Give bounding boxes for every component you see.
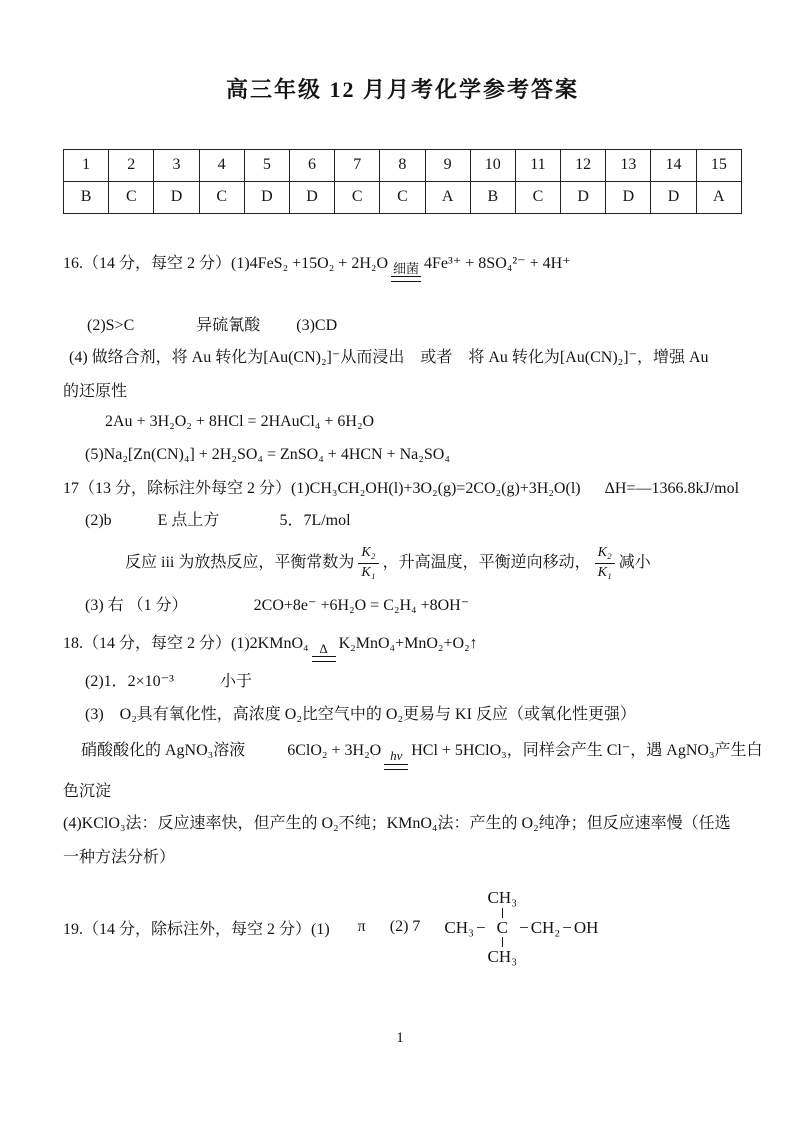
q17-heading-line xyxy=(63,477,742,501)
fraction-denominator: K₁ xyxy=(597,565,612,581)
q17-answer2-line xyxy=(85,509,742,533)
answer-table xyxy=(63,149,742,214)
horizontal-bond: − xyxy=(475,917,486,937)
q18-answer4-text2: 一种方法分析） xyxy=(63,849,176,867)
question-number-cell: 1 xyxy=(64,149,109,181)
answer-letter-cell: C xyxy=(380,181,425,213)
q16-answer5-line xyxy=(85,443,742,467)
question-number-cell: 9 xyxy=(425,149,470,181)
q16-answer2-text: 异硫氰酸 xyxy=(196,317,261,335)
q17-heading-equation: 17（13 分，除标注外每空 2 分）(1)CH₃CH₂OH(l)+3O₂(g)=2CO₂(g)+3H₂O(l) xyxy=(63,480,581,498)
reaction-condition-light xyxy=(384,749,408,770)
q16-answer5-equation: (5)Na₂[Zn(CN)₄] + 2H₂SO₄ = ZnSO₄ + 4HCN + Na₂SO₄ xyxy=(85,446,450,464)
q17-frac-post-text: 减小 xyxy=(618,554,651,572)
answer-letter-cell: D xyxy=(154,181,199,213)
fraction-numerator: K₂ xyxy=(595,545,615,564)
q18-answer3b-eq-left: 6ClO₂ + 3H₂O xyxy=(287,742,382,760)
q18-answer4-line2 xyxy=(63,846,742,870)
q16-heading: 16.（14 分，每空 2 分）(1) xyxy=(63,254,250,272)
q16-answer4-text: (4) 做络合剂，将 Au 转化为[Au(CN)₂]⁻从而浸出 或者 将 Au 转化为[Au(CN)₂]⁻，增强 Au xyxy=(69,349,709,367)
question-number-cell: 8 xyxy=(380,149,425,181)
q18-answer3-text: (3) O₂具有氧化性，高浓度 O₂比空气中的 O₂更易与 KI 反应（或氧化性更强） xyxy=(85,706,636,724)
q18-heading-line xyxy=(63,632,742,663)
fraction-numerator: K₂ xyxy=(358,545,378,564)
q18-answer3b-eq-right: HCl + 5HClO₃，同样会产生 Cl⁻，遇 AgNO₃产生白 xyxy=(411,742,763,760)
q18-answer4-line1 xyxy=(63,812,742,836)
q17-answer3-label: (3) 右 （1 分） xyxy=(85,596,188,614)
equilibrium-constant-fraction xyxy=(358,545,378,582)
methyl-group-left: CH₃ xyxy=(444,917,474,937)
q18-answer2-text: 小于 xyxy=(219,673,252,691)
double-equals-line xyxy=(384,764,408,770)
molecule-structure-neopentanol xyxy=(444,888,598,967)
question-number-row xyxy=(64,149,742,181)
central-carbon: C xyxy=(496,917,508,937)
answer-letter-cell: C xyxy=(199,181,244,213)
condition-label: hv xyxy=(390,748,403,764)
answer-letter-cell: C xyxy=(515,181,560,213)
q18-heading-equation-left: 18.（14 分，每空 2 分）(1)2KMnO₄ xyxy=(63,634,309,652)
answer-letter-cell: A xyxy=(696,181,741,213)
q19-answer1-pi: π xyxy=(357,918,366,936)
q16-heading-equation-line xyxy=(63,252,742,283)
q19-heading: 19.（14 分，除标注外，每空 2 分）(1) xyxy=(63,920,330,938)
question-number-cell: 11 xyxy=(515,149,560,181)
question-number-cell: 12 xyxy=(561,149,606,181)
double-equals-line xyxy=(391,276,421,282)
answer-letter-cell: C xyxy=(335,181,380,213)
answer-letter-cell: A xyxy=(425,181,470,213)
methylene-group: CH₂ xyxy=(530,917,561,937)
q19-answer2: (2) 7 xyxy=(389,918,421,936)
methyl-group-bottom: CH₃ xyxy=(487,947,518,967)
q17-frac-mid-text: ，升高温度，平衡逆向移动， xyxy=(382,554,591,572)
equilibrium-constant-fraction xyxy=(595,545,615,582)
q17-answer3-equation: 2CO+8e⁻ +6H₂O = C₂H₄ +8OH⁻ xyxy=(253,596,470,614)
reaction-condition-bacteria xyxy=(391,262,421,283)
q16-answer4-equation: 2Au + 3H₂O₂ + 8HCl = 2HAuCl₄ + 6H₂O xyxy=(105,413,375,431)
q18-answer3b-text2: 色沉淀 xyxy=(63,783,112,801)
q16-eq1-left: 4FeS₂ +15O₂ + 2H₂O xyxy=(249,254,389,272)
q16-answer2-line xyxy=(87,314,742,338)
answer-letter-row xyxy=(64,181,742,213)
question-number-cell: 5 xyxy=(244,149,289,181)
q17-equilibrium-explanation-line xyxy=(125,545,742,582)
q17-answer3-line xyxy=(85,594,742,618)
methyl-group-top: CH₃ xyxy=(487,888,518,908)
condition-label: 细菌 xyxy=(393,260,420,276)
fraction-denominator: K₁ xyxy=(361,565,376,581)
question-number-cell: 13 xyxy=(606,149,651,181)
page-title: 高三年级 12 月月考化学参考答案 xyxy=(225,77,579,102)
q17-enthalpy-value: ΔH=—1366.8kJ/mol xyxy=(604,480,740,498)
reaction-condition-delta xyxy=(312,642,336,663)
answer-letter-cell: B xyxy=(470,181,515,213)
question-number-cell: 14 xyxy=(651,149,696,181)
q17-answer2-e: E 点上方 xyxy=(157,512,220,530)
question-number-cell: 10 xyxy=(470,149,515,181)
answer-letter-cell: C xyxy=(109,181,154,213)
question-number-cell: 2 xyxy=(109,149,154,181)
q18-answer2-value: (2)1．2×10⁻³ xyxy=(85,673,174,691)
answer-letter-cell: D xyxy=(606,181,651,213)
answer-letter-cell: D xyxy=(289,181,334,213)
vertical-bond xyxy=(502,908,504,918)
q16-eq1-right: 4Fe³⁺ + 8SO₄²⁻ + 4H⁺ xyxy=(424,254,571,272)
q18-answer4-text1: (4)KClO₃法：反应速率快，但产生的 O₂不纯；KMnO₄法：产生的 O₂纯净；但反应速率慢（任选 xyxy=(63,815,731,833)
q16-answer4-line2 xyxy=(63,380,742,404)
q18-answer2-line xyxy=(85,670,742,694)
q19-answer-line xyxy=(63,888,742,967)
q18-answer3b-line2 xyxy=(63,780,742,804)
double-equals-line xyxy=(312,656,336,662)
q18-answer3b-line xyxy=(81,739,763,770)
vertical-bond xyxy=(502,937,504,947)
q16-answer4-equation-line xyxy=(105,410,742,434)
q18-heading-equation-right: K₂MnO₄+MnO₂+O₂↑ xyxy=(338,634,478,652)
condition-label: Δ xyxy=(319,640,328,656)
answer-letter-cell: B xyxy=(64,181,109,213)
q17-frac-pre-text: 反应 iii 为放热反应，平衡常数为 xyxy=(125,554,355,572)
q18-answer3b-label: 硝酸酸化的 AgNO₃溶液 xyxy=(81,742,246,760)
question-number-cell: 4 xyxy=(199,149,244,181)
page-number: 1 xyxy=(396,1030,404,1046)
horizontal-bond: − xyxy=(562,917,572,937)
q16-answer3: (3)CD xyxy=(296,317,338,335)
question-number-cell: 7 xyxy=(335,149,380,181)
hydroxyl-group: OH xyxy=(573,917,599,937)
q16-answer4-line1 xyxy=(69,346,742,370)
question-number-cell: 6 xyxy=(289,149,334,181)
q17-answer2-volume: 5．7L/mol xyxy=(279,512,351,530)
horizontal-bond: − xyxy=(519,917,529,937)
q18-answer3-line xyxy=(85,703,742,727)
answer-letter-cell: D xyxy=(244,181,289,213)
answer-letter-cell: D xyxy=(561,181,606,213)
question-number-cell: 15 xyxy=(696,149,741,181)
answer-letter-cell: D xyxy=(651,181,696,213)
q16-answer4-text2: 的还原性 xyxy=(63,383,128,401)
q16-answer2-label: (2)S>C xyxy=(87,317,135,335)
q17-answer2-b: (2)b xyxy=(85,512,112,530)
question-number-cell: 3 xyxy=(154,149,199,181)
